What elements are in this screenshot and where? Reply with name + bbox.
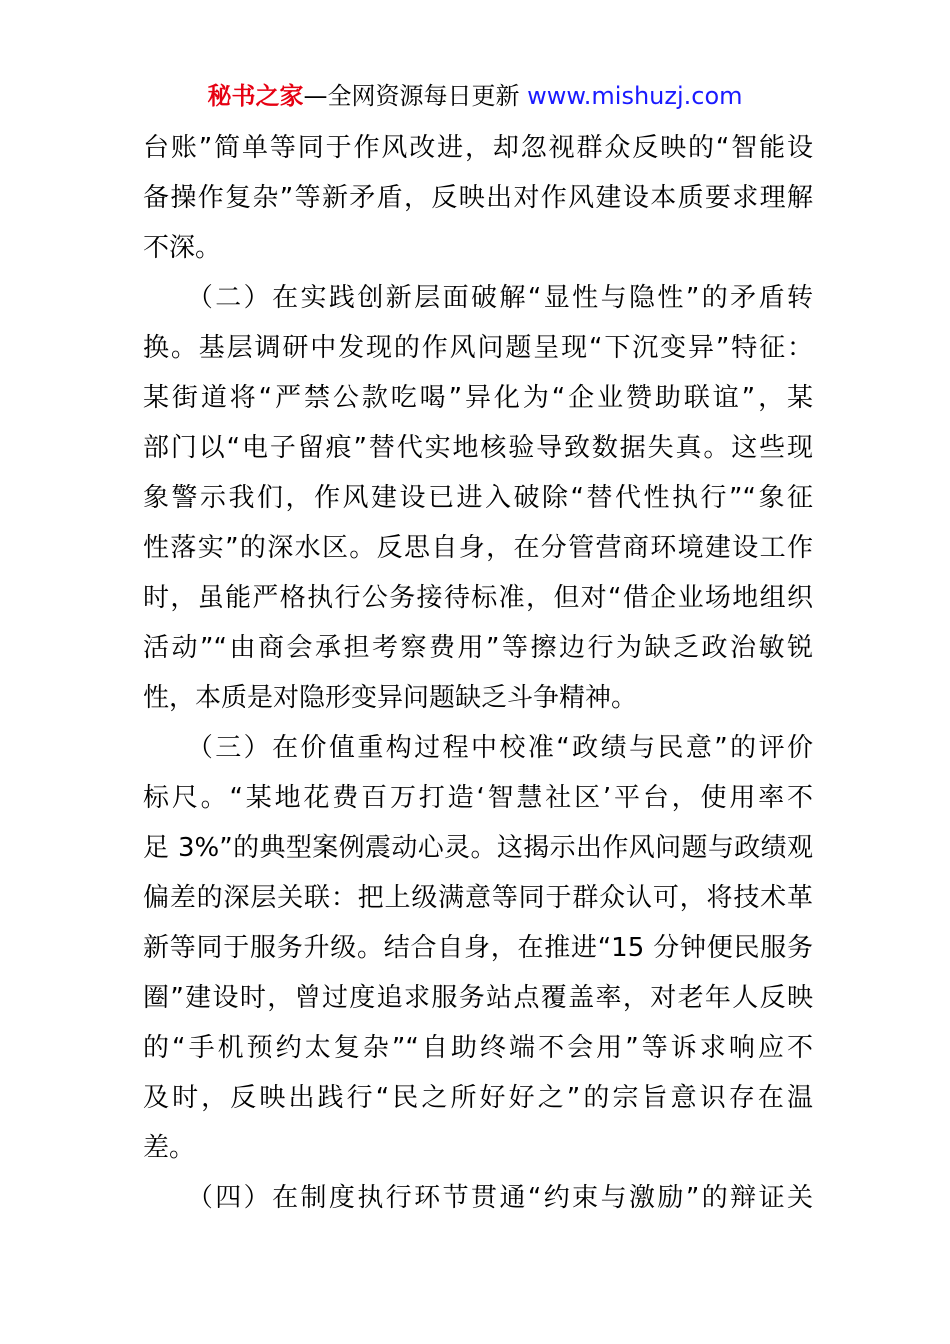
text-line: 象警示我们，作风建设已进入破除“替代性执行”“象征 <box>143 483 813 513</box>
text-line: 的“手机预约太复杂”“自助终端不会用”等诉求响应不 <box>143 1033 813 1063</box>
text-line: （三）在价值重构过程中校准“政绩与民意”的评价 <box>143 733 813 763</box>
text-line: 活动”“由商会承担考察费用”等擦边行为缺乏政治敏锐 <box>143 633 813 663</box>
document-body <box>143 123 813 1223</box>
text-line: 台账”简单等同于作风改进，却忽视群众反映的“智能设 <box>143 133 813 163</box>
text-line: （二）在实践创新层面破解“显性与隐性”的矛盾转 <box>143 283 813 313</box>
text-line: 换。基层调研中发现的作风问题呈现“下沉变异”特征： <box>143 333 813 363</box>
text-line: 性落实”的深水区。反思自身，在分管营商环境建设工作 <box>143 533 813 563</box>
text-line: 偏差的深层关联：把上级满意等同于群众认可，将技术革 <box>143 883 813 913</box>
site-url-link[interactable]: www.mishuzj.com <box>527 82 743 110</box>
text-line: 足 3%”的典型案例震动心灵。这揭示出作风问题与政绩观 <box>143 833 813 863</box>
text-line: 备操作复杂”等新矛盾，反映出对作风建设本质要求理解 <box>143 183 813 213</box>
text-line: 圈”建设时，曾过度追求服务站点覆盖率，对老年人反映 <box>143 983 813 1013</box>
site-header <box>0 80 950 112</box>
text-line: 部门以“电子留痕”替代实地核验导致数据失真。这些现 <box>143 433 813 463</box>
text-line: 某街道将“严禁公款吃喝”异化为“企业赞助联谊”，某 <box>143 383 813 413</box>
text-line: 时，虽能严格执行公务接待标准，但对“借企业场地组织 <box>143 583 813 613</box>
text-line: 标尺。“某地花费百万打造‘智慧社区’平台，使用率不 <box>143 783 813 813</box>
text-line: 差。 <box>143 1133 196 1163</box>
text-line: 性，本质是对隐形变异问题缺乏斗争精神。 <box>143 683 638 713</box>
site-brand: 秘书之家 <box>207 82 304 110</box>
text-line: 不深。 <box>143 233 222 263</box>
site-slogan: —全网资源每日更新 <box>303 82 528 110</box>
text-line: 及时，反映出践行“民之所好好之”的宗旨意识存在温 <box>143 1083 813 1113</box>
text-line: （四）在制度执行环节贯通“约束与激励”的辩证关 <box>143 1183 813 1213</box>
text-line: 新等同于服务升级。结合自身，在推进“15 分钟便民服务 <box>143 933 813 963</box>
